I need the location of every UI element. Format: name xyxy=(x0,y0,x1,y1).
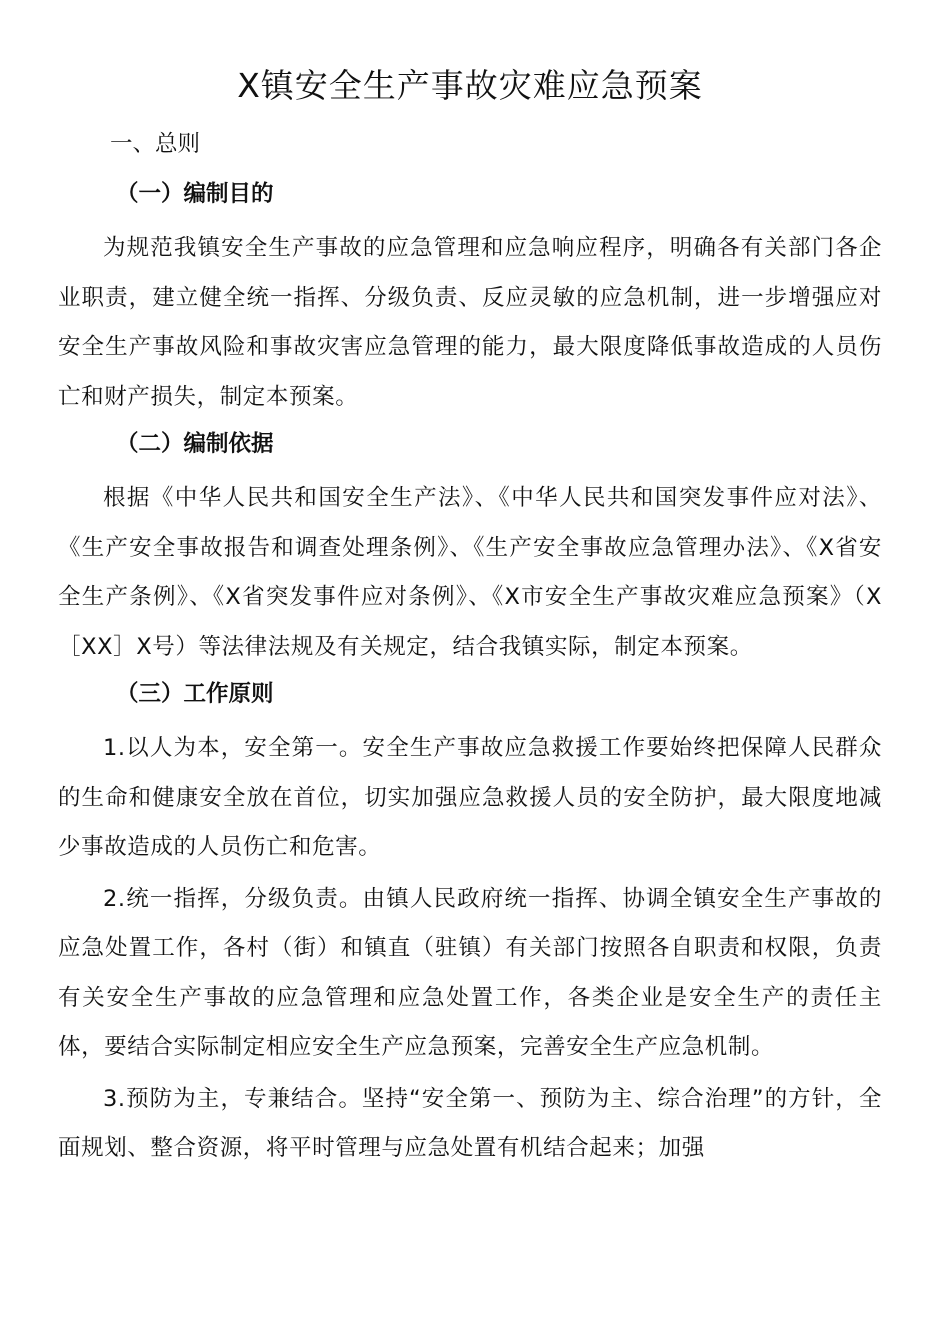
paragraph-principle-3: 3.预防为主，专兼结合。坚持“安全第一、预防为主、综合治理”的方针，全面规划、整合资源，将平时管理与应急处置有机结合起来；加强 xyxy=(58,1085,882,1161)
paragraph-basis: 根据《中华人民共和国安全生产法》、《中华人民共和国突发事件应对法》、《生产安全事故报告和调查处理条例》、《生产安全事故应急管理办法》、《X省安全生产条例》、《X省突发事件应对条例》、《X市安全生产事故灾难应急预案》（X［XX］X号）等法律法规及有关规定，结合我镇实际，制定本预案。 xyxy=(58,485,882,660)
paragraph-principle-2: 2.统一指挥，分级负责。由镇人民政府统一指挥、协调全镇安全生产事故的应急处置工作，各村（街）和镇直（驻镇）有关部门按照各自职责和权限，负责有关安全生产事故的应急管理和应急处置工作，各类企业是安全生产的责任主体，要结合实际制定相应安全生产应急预案，完善安全生产应急机制。 xyxy=(58,885,882,1060)
document-title: X镇安全生产事故灾难应急预案 xyxy=(237,66,703,105)
section-heading-general: 一、总则 xyxy=(110,131,201,157)
paragraph-principle-1: 1.以人为本，安全第一。安全生产事故应急救援工作要始终把保障人民群众的生命和健康安全放在首位，切实加强应急救援人员的安全防护，最大限度地减少事故造成的人员伤亡和危害。 xyxy=(58,735,882,860)
paragraph-purpose: 为规范我镇安全生产事故的应急管理和应急响应程序，明确各有关部门各企业职责，建立健全统一指挥、分级负责、反应灵敏的应急机制，进一步增强应对安全生产事故风险和事故灾害应急管理的能力，最大限度降低事故造成的人员伤亡和财产损失，制定本预案。 xyxy=(58,235,882,410)
subheading-purpose: （一）编制目的 xyxy=(116,181,274,207)
subheading-principles: （三）工作原则 xyxy=(116,681,274,707)
subheading-basis: （二）编制依据 xyxy=(116,431,274,457)
